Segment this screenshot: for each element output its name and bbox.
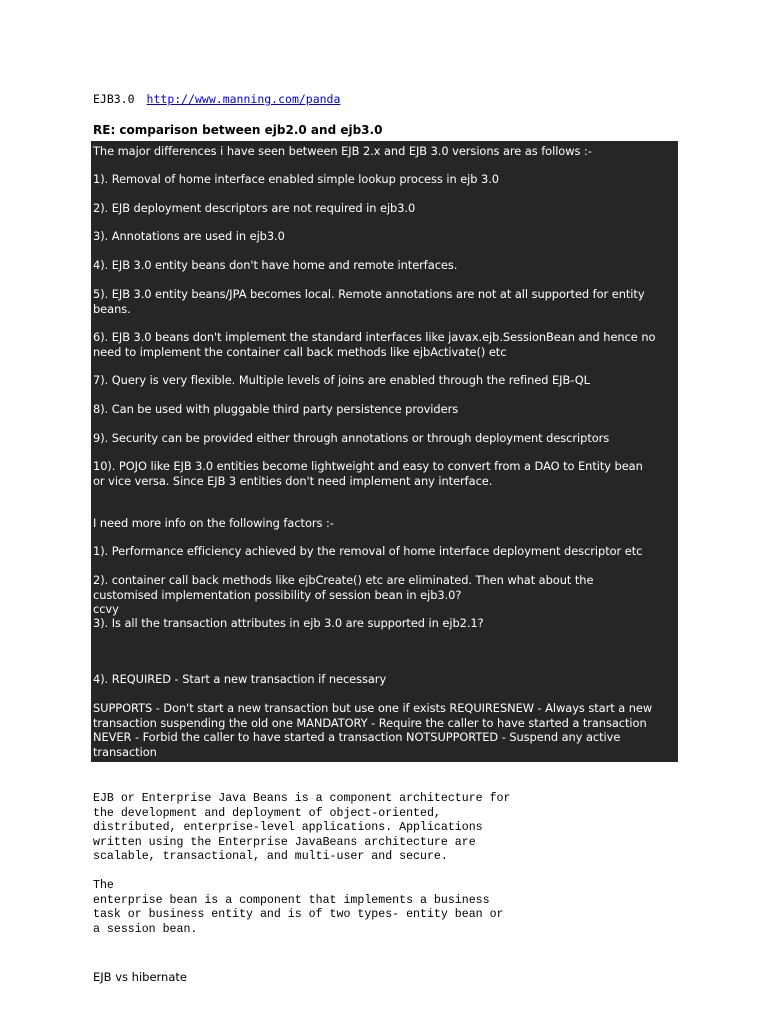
question-1: 1). Performance efficiency achieved by the removal of home interface deployment descriptor etc [93,544,643,558]
difference-item-1: 1). Removal of home interface enabled simple lookup process in ejb 3.0 [93,172,499,186]
difference-item-7: 7). Query is very flexible. Multiple levels of joins are enabled through the refined EJB-QL [93,373,590,387]
ejb-vs-hibernate-heading: EJB vs hibernate [93,970,187,984]
difference-item-5: 5). EJB 3.0 entity beans/JPA becomes local. Remote annotations are not at all supported for entity beans. [93,287,645,316]
manning-link[interactable]: http://www.manning.com/panda [146,92,341,106]
post-title: RE: comparison between ejb2.0 and ejb3.0 [93,123,383,137]
difference-item-2: 2). EJB deployment descriptors are not required in ejb3.0 [93,201,416,215]
header-line [93,92,340,106]
header-label: EJB3.0 [93,92,135,106]
difference-item-3: 3). Annotations are used in ejb3.0 [93,229,285,243]
comparison-panel [91,141,678,762]
transaction-attributes: SUPPORTS - Don't start a new transaction but use one if exists REQUIRESNEW - Always start a new transaction suspending the old one MANDATORY - Require the caller to have started a transaction NEVER - Forbid the caller to have started a transaction NOTSUPPORTED - Suspend any active transaction [93,701,653,759]
ccvy-text: ccvy [93,602,119,616]
more-info-heading: I need more info on the following factors :- [93,516,334,530]
question-2: 2). container call back methods like ejbCreate() etc are eliminated. Then what about the customised implementation possibility of session bean in ejb3.0? [93,573,594,602]
difference-item-9: 9). Security can be provided either through annotations or through deployment descriptors [93,431,610,445]
difference-item-8: 8). Can be used with pluggable third party persistence providers [93,402,459,416]
question-4: 4). REQUIRED - Start a new transaction if necessary [93,672,387,686]
question-3: 3). Is all the transaction attributes in ejb 3.0 are supported in ejb2.1? [93,616,484,630]
difference-item-6: 6). EJB 3.0 beans don't implement the standard interfaces like javax.ejb.SessionBean and hence no need to implement the container call back methods like ejbActivate() etc [93,330,656,359]
difference-item-4: 4). EJB 3.0 entity beans don't have home and remote interfaces. [93,258,458,272]
enterprise-bean-paragraph: The enterprise bean is a component that implements a business task or business entity and is of two types- entity bean or a session bean. [93,879,504,936]
difference-item-10: 10). POJO like EJB 3.0 entities become lightweight and easy to convert from a DAO to Entity bean or vice versa. Since EJB 3 entities don't need implement any interface. [93,459,643,488]
ejb-definition-paragraph: EJB or Enterprise Java Beans is a component architecture for the development and deployment of object-oriented, distributed, enterprise-level applications. Applications written using the Enterprise JavaBeans architecture are scalable, transactional, and multi-user and secure. [93,792,511,864]
intro-text: The major differences i have seen between EJB 2.x and EJB 3.0 versions are as follows :- [93,144,592,158]
